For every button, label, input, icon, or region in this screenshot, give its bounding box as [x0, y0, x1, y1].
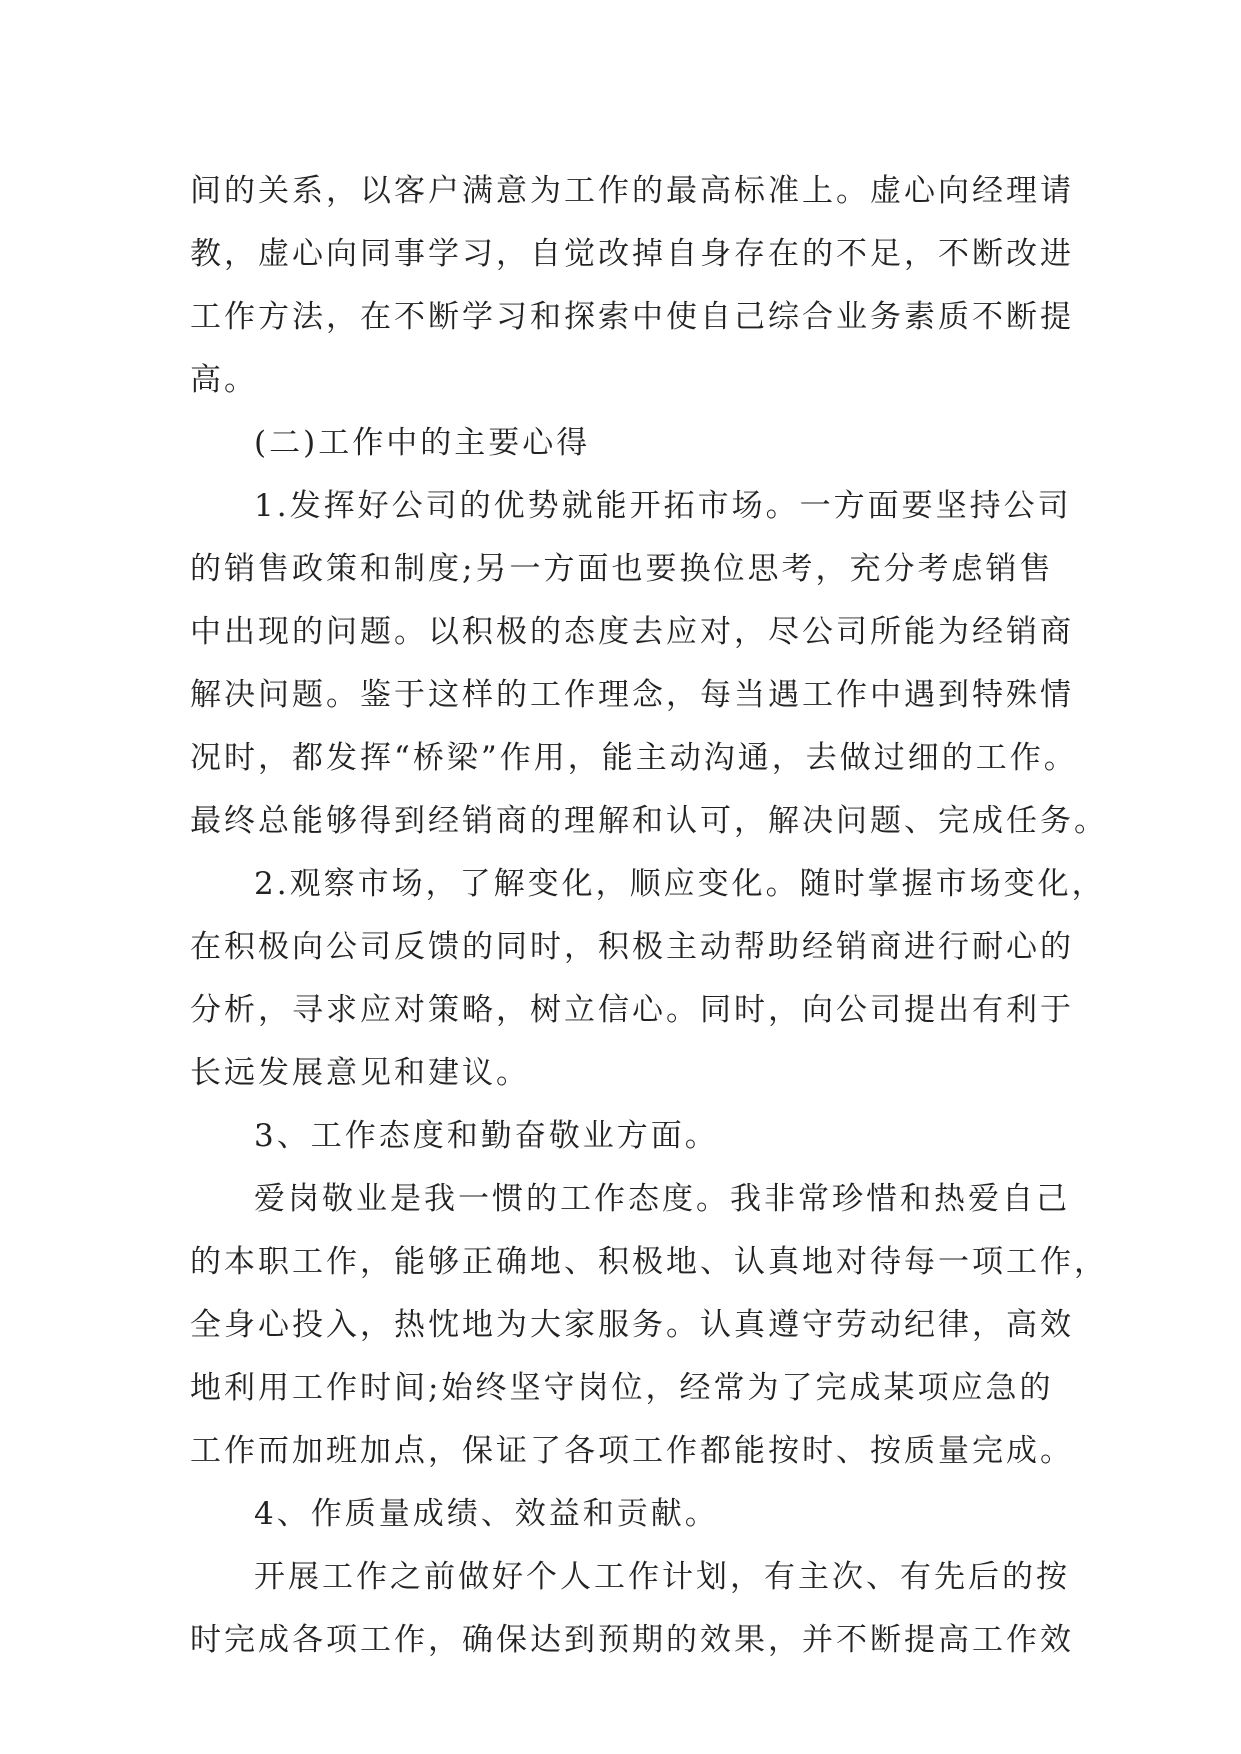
text-line: 在积极向公司反馈的同时，积极主动帮助经销商进行耐心的: [190, 929, 1074, 965]
section-heading: (二)工作中的主要心得: [254, 425, 591, 461]
text-line: 的本职工作，能够正确地、积极地、认真地对待每一项工作，: [190, 1244, 1108, 1280]
text-line: 工作而加班加点，保证了各项工作都能按时、按质量完成。: [190, 1433, 1074, 1469]
text-line: 工作方法，在不断学习和探索中使自己综合业务素质不断提: [190, 299, 1074, 335]
text-line: 高。: [190, 362, 258, 398]
text-line: 分析，寻求应对策略，树立信心。同时，向公司提出有利于: [190, 992, 1074, 1028]
document-body: [190, 160, 1108, 1672]
text-line: 1.发挥好公司的优势就能开拓市场。一方面要坚持公司: [254, 488, 1072, 524]
text-line: 的销售政策和制度;另一方面也要换位思考，充分考虑销售: [190, 551, 1054, 587]
text-line: 最终总能够得到经销商的理解和认可，解决问题、完成任务。: [190, 803, 1108, 839]
text-line: 况时，都发挥“桥梁”作用，能主动沟通，去做过细的工作。: [190, 740, 1078, 776]
text-line: 2.观察市场，了解变化，顺应变化。随时掌握市场变化，: [254, 866, 1106, 902]
text-line: 中出现的问题。以积极的态度去应对，尽公司所能为经销商: [190, 614, 1074, 650]
section-heading: 4、作质量成绩、效益和贡献。: [254, 1496, 719, 1532]
text-line: 间的关系，以客户满意为工作的最高标准上。虚心向经理请: [190, 173, 1074, 209]
text-line: 全身心投入，热忱地为大家服务。认真遵守劳动纪律，高效: [190, 1307, 1074, 1343]
text-line: 爱岗敬业是我一惯的工作态度。我非常珍惜和热爱自己: [254, 1181, 1070, 1217]
text-line: 解决问题。鉴于这样的工作理念，每当遇工作中遇到特殊情: [190, 677, 1074, 713]
text-line: 长远发展意见和建议。: [190, 1055, 530, 1091]
text-line: 地利用工作时间;始终坚守岗位，经常为了完成某项应急的: [190, 1370, 1054, 1406]
text-line: 开展工作之前做好个人工作计划，有主次、有先后的按: [254, 1559, 1070, 1595]
text-line: 时完成各项工作，确保达到预期的效果，并不断提高工作效: [190, 1622, 1074, 1658]
text-line: 教，虚心向同事学习，自觉改掉自身存在的不足，不断改进: [190, 236, 1074, 272]
section-heading: 3、工作态度和勤奋敬业方面。: [254, 1118, 719, 1154]
